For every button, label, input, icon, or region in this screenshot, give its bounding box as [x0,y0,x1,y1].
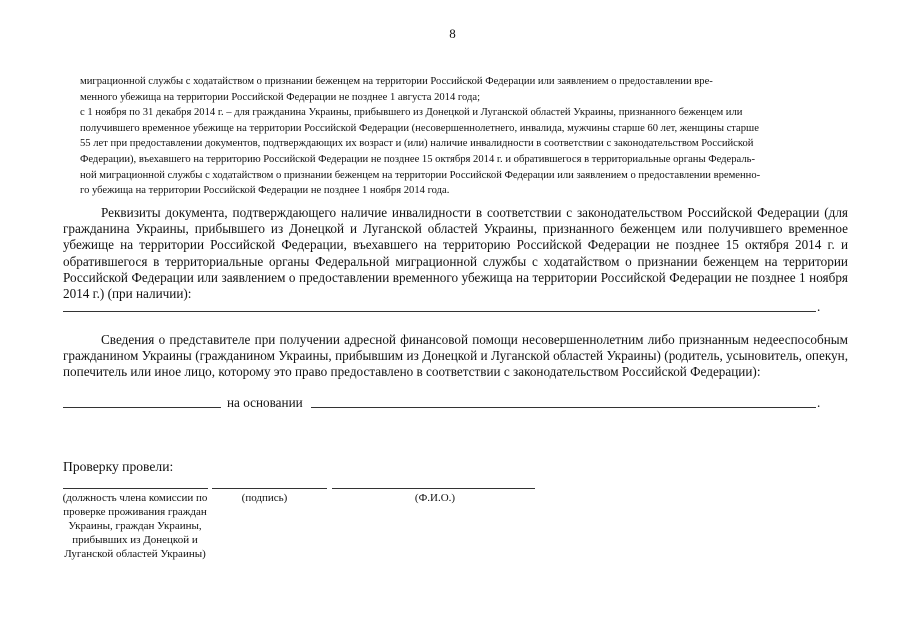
fio-caption: (Ф.И.О.) [414,492,456,504]
basis-label: на основании [227,395,303,410]
small-text-block [80,74,848,199]
small-text-line: Федерации), въехавшего на территорию Российской Федерации не позднее 15 октября 2014 г. и обратившегося в территориальные органы Федераль- [80,153,755,165]
representative-info-paragraph: Сведения о представителе при получении адресной финансовой помощи несовершеннолетним либо признанным недееспособным гражданином Украины (гражданином Украины, прибывшим из Донецкой и Луганской областей Украины) (родитель, усыновитель, опекун, попечитель или иное лицо, которому это право предоставлено в соответствии с законодательством Российской Федерации): [63,332,848,380]
small-text-line: с 1 ноября по 31 декабря 2014 г. – для гражданина Украины, прибывшего из Донецкой и Луганской областей Украины, признанного беженцем или [80,107,743,119]
basis-line-period: . [817,395,821,410]
small-text-line: го убежища на территории Российской Федерации не позднее 1 ноября 2014 года. [80,185,450,197]
check-label: Проверку провели: [63,459,174,474]
signature-fill-line[interactable] [212,488,327,489]
signature-caption: (подпись) [241,492,288,504]
fio-fill-line[interactable] [332,488,535,489]
representative-name-fill-line[interactable] [63,407,221,408]
position-fill-line[interactable] [63,488,208,489]
page-number: 8 [449,26,456,41]
basis-fill-line[interactable] [311,407,816,408]
disability-document-fill-line[interactable] [63,311,816,312]
small-text-line: ной миграционной службы с ходатайством о признании беженцем на территории Российской Федерации или заявлением о предоставлении временно- [80,169,761,181]
disability-document-paragraph: Реквизиты документа, подтверждающего наличие инвалидности в соответствии с законодательством Российской Федерации (для гражданина Украины, прибывшего из Донецкой и Луганской областей Украины, признанного беженцем или получившего временное убежище на территории Российской Федерации, въехавшего на территорию Российской Федерации не позднее 15 октября 2014 г. и обратившегося в территориальные органы Федеральной миграционной службы с ходатайством о признании беженцем на территории Российской Федерации или заявлением о предоставлении временного убежища на территории Российской Федерации не позднее 1 ноября 2014 г.) (при наличии): [63,205,848,302]
small-text-line: 55 лет при предоставлении документов, подтверждающих их возраст и (или) наличие инвалидности в соответствии с законодательством Российской [80,138,754,150]
small-text-line: менного убежища на территории Российской Федерации не позднее 1 августа 2014 года; [80,91,481,103]
small-text-line: миграционной службы с ходатайством о признании беженцем на территории Российской Федерации или заявлением о предоставлении вре- [80,76,713,87]
position-caption: (должность члена комиссии по проверке проживания граждан Украины, граждан Украины, прибывших из Донецкой и Луганской областей Украины) [62,492,208,560]
fill-line-period: . [817,299,821,314]
small-text-line: получившего временное убежище на территории Российской Федерации (несовершеннолетнего, инвалида, мужчины старше 60 лет, женщины старше [80,122,759,134]
